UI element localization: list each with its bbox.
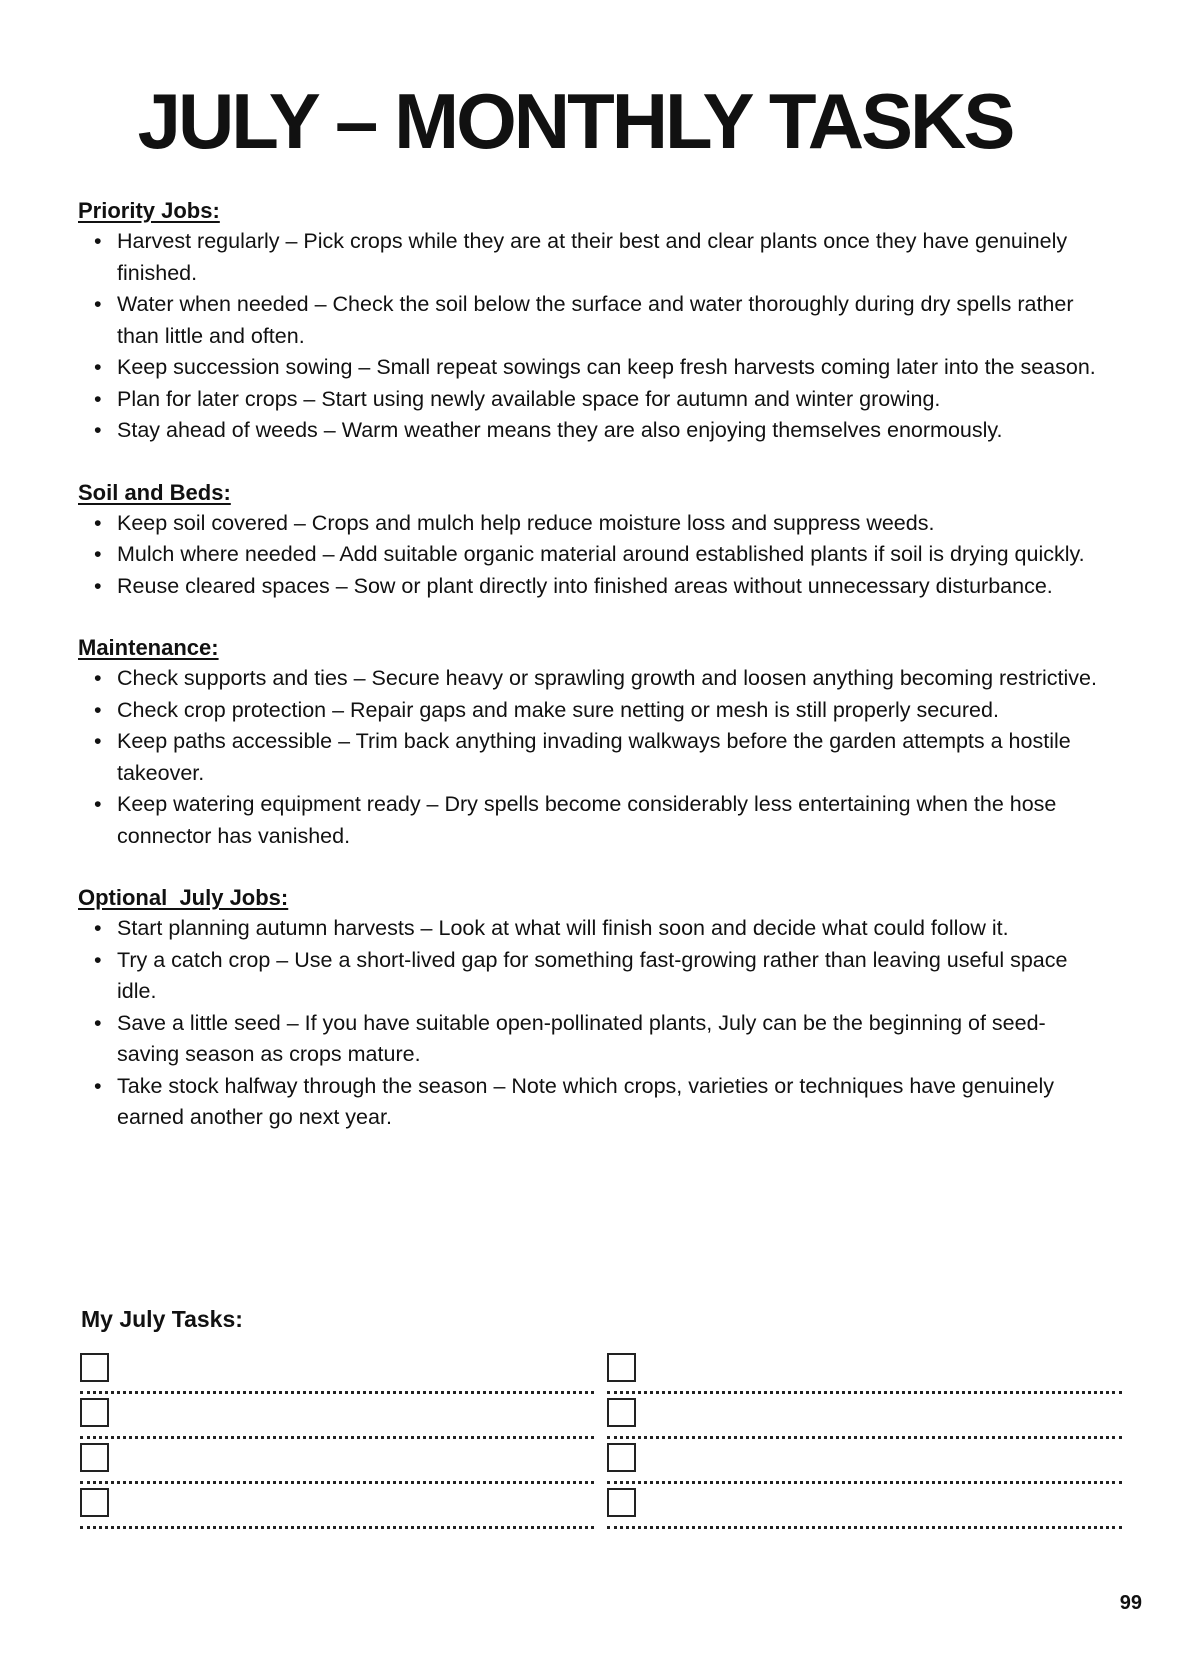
task-column-left bbox=[80, 1349, 594, 1529]
list-item bbox=[78, 415, 1098, 447]
task-row[interactable] bbox=[80, 1439, 594, 1484]
list-item-text: Harvest regularly – Pick crops while they are at their best and clear plants once they have genuinely finished. bbox=[117, 229, 1068, 285]
list-item bbox=[78, 508, 1098, 540]
task-row[interactable] bbox=[80, 1349, 594, 1394]
bullet-icon: • bbox=[94, 386, 102, 411]
list-item-text: Plan for later crops – Start using newly available space for autumn and winter growing. bbox=[117, 386, 941, 411]
bullet-icon: • bbox=[94, 947, 102, 972]
task-checkbox[interactable] bbox=[80, 1353, 109, 1382]
list-item-text: Keep succession sowing – Small repeat sowings can keep fresh harvests coming later into the season. bbox=[117, 355, 1096, 379]
bullet-icon: • bbox=[94, 292, 102, 316]
list-item bbox=[78, 726, 1098, 789]
list-item bbox=[78, 226, 1098, 289]
task-sections bbox=[78, 196, 1098, 1165]
section-maintenance bbox=[78, 633, 1098, 852]
list-item-text: Take stock halfway through the season – Note which crops, varieties or techniques have genuinely earned another go next year. bbox=[117, 1073, 1054, 1129]
section-heading: Maintenance: bbox=[78, 635, 219, 660]
task-column-right bbox=[607, 1349, 1122, 1529]
my-tasks-grid bbox=[80, 1349, 1122, 1529]
list-item bbox=[78, 663, 1098, 695]
list-item-text: Check crop protection – Repair gaps and make sure netting or mesh is still properly secured. bbox=[117, 697, 999, 722]
task-row[interactable] bbox=[607, 1484, 1122, 1529]
list-item bbox=[78, 789, 1098, 852]
maintenance-list bbox=[78, 663, 1098, 852]
page-title: JULY – MONTHLY TASKS bbox=[137, 77, 1013, 165]
task-row[interactable] bbox=[607, 1439, 1122, 1484]
bullet-icon: • bbox=[94, 418, 102, 442]
task-checkbox[interactable] bbox=[80, 1398, 109, 1427]
page-number: 99 bbox=[1119, 1592, 1142, 1614]
task-row[interactable] bbox=[607, 1349, 1122, 1394]
list-item bbox=[78, 571, 1098, 603]
bullet-icon: • bbox=[94, 729, 102, 753]
list-item-text: Check supports and ties – Secure heavy or sprawling growth and loosen anything becoming restrictive. bbox=[117, 666, 1097, 690]
list-item-text: Save a little seed – If you have suitable open-pollinated plants, July can be the beginning of seed-saving season as crops mature. bbox=[117, 1010, 1046, 1066]
task-row[interactable] bbox=[607, 1394, 1122, 1439]
section-heading: Optional July Jobs: bbox=[78, 885, 289, 910]
optional-jobs-list bbox=[78, 913, 1098, 1134]
list-item-text: Keep watering equipment ready – Dry spells become considerably less entertaining when the hose connector has vanished. bbox=[117, 792, 1057, 848]
list-item bbox=[78, 289, 1098, 352]
priority-jobs-list bbox=[78, 226, 1098, 447]
bullet-icon: • bbox=[94, 1073, 102, 1098]
list-item-text: Try a catch crop – Use a short-lived gap for something fast-growing rather than leaving useful space idle. bbox=[117, 947, 1068, 1003]
list-item bbox=[78, 539, 1098, 571]
list-item bbox=[78, 384, 1098, 416]
bullet-icon: • bbox=[94, 697, 102, 722]
task-row[interactable] bbox=[80, 1484, 594, 1529]
bullet-icon: • bbox=[94, 916, 102, 940]
list-item-text: Reuse cleared spaces – Sow or plant directly into finished areas without unnecessary disturbance. bbox=[117, 573, 1053, 598]
task-checkbox[interactable] bbox=[607, 1353, 636, 1382]
list-item-text: Stay ahead of weeds – Warm weather means they are also enjoying themselves enormously. bbox=[117, 418, 1003, 442]
section-heading: Priority Jobs: bbox=[78, 198, 220, 223]
bullet-icon: • bbox=[94, 1010, 102, 1035]
bullet-icon: • bbox=[94, 573, 102, 598]
bullet-icon: • bbox=[94, 666, 102, 690]
list-item bbox=[78, 1008, 1098, 1071]
list-item bbox=[78, 352, 1098, 384]
list-item bbox=[78, 945, 1098, 1008]
list-item-text: Keep soil covered – Crops and mulch help reduce moisture loss and suppress weeds. bbox=[117, 510, 935, 535]
my-tasks-heading: My July Tasks: bbox=[81, 1306, 243, 1332]
list-item-text: Water when needed – Check the soil below the surface and water thoroughly during dry spells rather than little and often. bbox=[117, 292, 1074, 348]
task-checkbox[interactable] bbox=[607, 1398, 636, 1427]
section-priority-jobs bbox=[78, 196, 1098, 447]
soil-and-beds-list bbox=[78, 508, 1098, 603]
bullet-icon: • bbox=[94, 355, 102, 379]
bullet-icon: • bbox=[94, 229, 102, 253]
task-checkbox[interactable] bbox=[80, 1443, 109, 1472]
task-row[interactable] bbox=[80, 1394, 594, 1439]
section-optional-july-jobs bbox=[78, 883, 1098, 1134]
list-item bbox=[78, 1071, 1098, 1134]
task-checkbox[interactable] bbox=[80, 1488, 109, 1517]
section-heading: Soil and Beds: bbox=[78, 479, 231, 505]
list-item-text: Start planning autumn harvests – Look at what will finish soon and decide what could follow it. bbox=[117, 916, 1009, 940]
task-checkbox[interactable] bbox=[607, 1488, 636, 1517]
list-item bbox=[78, 913, 1098, 945]
section-soil-and-beds bbox=[78, 478, 1098, 603]
list-item bbox=[78, 695, 1098, 727]
task-checkbox[interactable] bbox=[607, 1443, 636, 1472]
bullet-icon: • bbox=[94, 542, 102, 566]
list-item-text: Keep paths accessible – Trim back anything invading walkways before the garden attempts a hostile takeover. bbox=[117, 729, 1071, 785]
list-item-text: Mulch where needed – Add suitable organic material around established plants if soil is drying quickly. bbox=[117, 542, 1085, 566]
bullet-icon: • bbox=[94, 792, 102, 816]
bullet-icon: • bbox=[94, 510, 102, 535]
